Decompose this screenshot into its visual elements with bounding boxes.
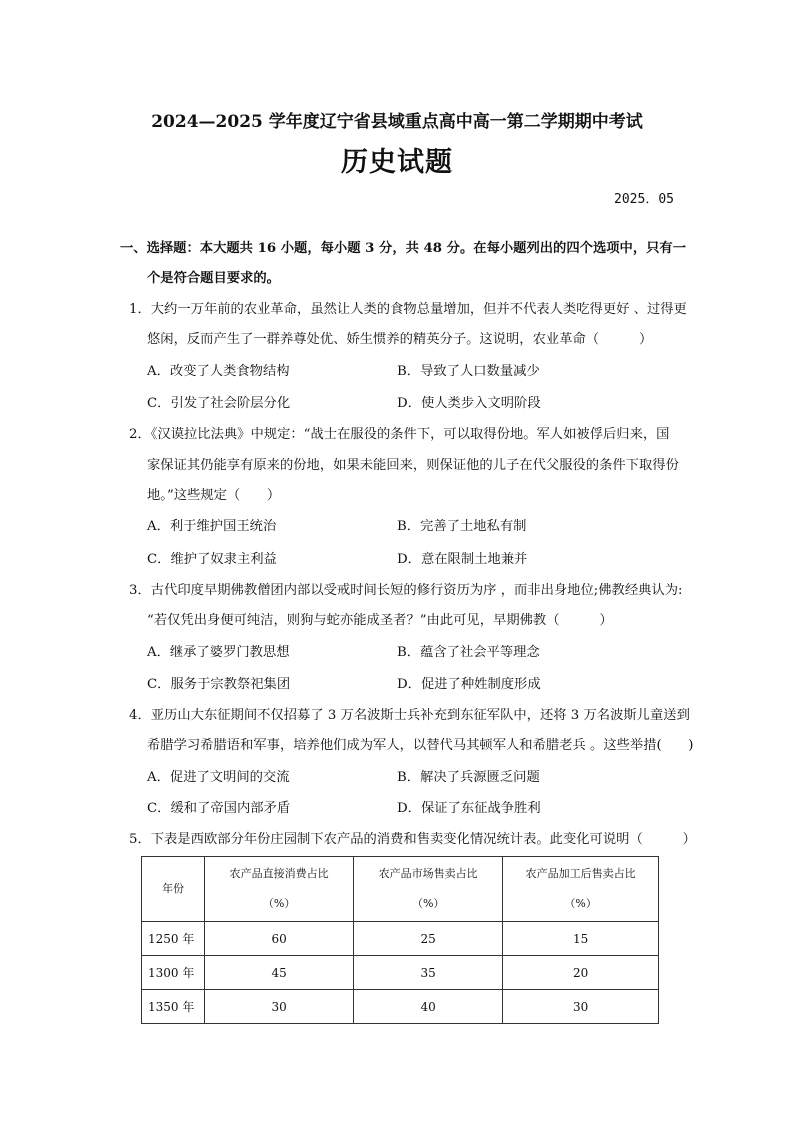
table-cell: 25 [354,922,503,956]
question-5-line-1: 5．下表是西欧部分年份庄园制下农产品的消费和售卖变化情况统计表。此变化可说明（ ） [129,832,696,847]
table-header-direct-unit: （%） [262,897,296,910]
question-4-option-b[interactable]: B．解决了兵源匮乏问题 [397,770,540,785]
table-header-direct [205,857,354,922]
question-2-option-c[interactable]: C．维护了奴隶主利益 [147,552,277,567]
question-1-option-d[interactable]: D．使人类步入文明阶段 [397,396,541,411]
table-header-processed-unit: （%） [564,897,597,910]
table-cell-year: 1250 年 [142,922,205,956]
section-heading-line1: 一、选择题：本大题共 16 小题，每小题 3 分，共 48 分。在每小题列出的四个选项中，只有一 [120,241,687,256]
question-2-option-b[interactable]: B．完善了土地私有制 [397,519,527,534]
table-header-market-label: 农产品市场售卖占比 [378,867,478,880]
table-cell-year: 1350 年 [142,990,205,1024]
table-header-market-unit: （%） [411,897,445,910]
table-header-direct-label: 农产品直接消费占比 [229,867,329,880]
question-2-option-a[interactable]: A．利于维护国王统治 [147,519,277,534]
table-cell: 40 [354,990,503,1024]
table-cell: 30 [205,990,354,1024]
table-cell: 35 [354,956,503,990]
question-3-option-b[interactable]: B．蕴含了社会平等理念 [397,645,540,660]
question-2-option-d[interactable]: D．意在限制土地兼并 [397,552,528,567]
table-header-processed-label: 农产品加工后售卖占比 [525,867,636,880]
question-1-option-a[interactable]: A．改变了人类食物结构 [147,364,290,379]
question-3-line-2: “若仅凭出身便可纯洁，则狗与蛇亦能成圣者？”由此可见，早期佛教（ ） [147,613,613,628]
question-4-line-2: 希腊学习希腊语和军事，培养他们成为军人，以替代马其顿军人和希腊老兵 。这些举措( ) [147,738,694,753]
table-row [142,990,659,1024]
question-4-option-d[interactable]: D．保证了东征战争胜利 [397,801,541,816]
question-4-line-1: 4．亚历山大东征期间不仅招募了 3 万名波斯士兵补充到东征军队中，还将 3 万名波斯儿童送到 [129,708,690,723]
table-cell-year: 1300 年 [142,956,205,990]
question-4-option-c[interactable]: C．缓和了帝国内部矛盾 [147,801,291,816]
question-1-line-2: 悠闲，反而产生了一群养尊处优、娇生惯养的精英分子。这说明，农业革命（ ） [147,332,653,347]
table-header-year-label: 年份 [162,882,185,895]
question-2-line-1: 2．《汉谟拉比法典》中规定：“战士在服役的条件下，可以取得份地。军人如被俘后归来，国 [129,427,670,442]
table-cell: 30 [503,990,659,1024]
table-header-processed [503,857,659,922]
question-1-line-1: 1．大约一万年前的农业革命，虽然让人类的食物总量增加，但并不代表人类吃得更好 、过得更 [129,302,687,317]
table-header-row [142,857,659,922]
exam-date: 2025．05 [614,192,674,207]
table-cell: 60 [205,922,354,956]
exam-title: 2024—2025 学年度辽宁省县域重点高中高一第二学期期中考试 [151,112,643,132]
table-header-year [142,857,205,922]
question-3-option-d[interactable]: D．促进了种姓制度形成 [397,677,541,692]
subject-title: 历史试题 [341,147,453,178]
question-1-option-b[interactable]: B．导致了人口数量减少 [397,364,540,379]
question-4-option-a[interactable]: A．促进了文明间的交流 [147,770,290,785]
question-3-option-c[interactable]: C．服务于宗教祭祀集团 [147,677,291,692]
question-3-line-1: 3．古代印度早期佛教僧团内部以受戒时间长短的修行资历为序 ，而非出身地位;佛教经典认为: [129,583,683,598]
table-cell: 20 [503,956,659,990]
table-cell: 45 [205,956,354,990]
table-cell: 15 [503,922,659,956]
statistics-table [141,856,659,1024]
table-row [142,922,659,956]
question-1-option-c[interactable]: C．引发了社会阶层分化 [147,396,291,411]
question-3-option-a[interactable]: A．继承了婆罗门教思想 [147,645,290,660]
question-2-line-3: 地。”这些规定（ ） [147,488,281,503]
table-header-market [354,857,503,922]
table-row [142,956,659,990]
question-2-line-2: 家保证其仍能享有原来的份地，如果未能回来，则保证他的儿子在代父服役的条件下取得份 [147,458,679,473]
section-heading-line2: 个是符合题目要求的。 [147,271,280,286]
